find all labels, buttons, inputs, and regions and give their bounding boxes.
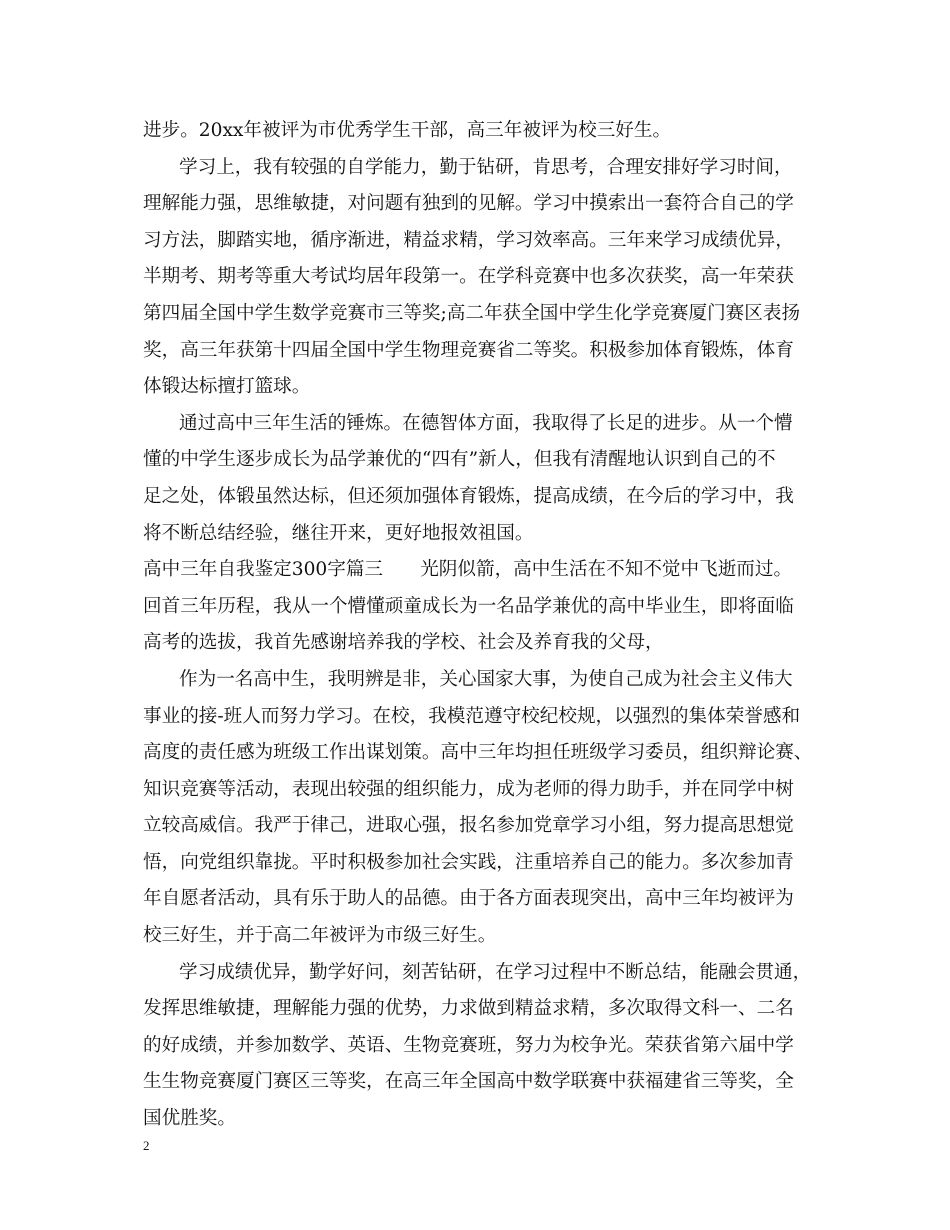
text-line: 悟，向党组织靠拢。平时积极参加社会实践，注重培养自己的能力。多次参加青 <box>143 851 794 873</box>
text-line: 知识竞赛等活动，表现出较强的组织能力，成为老师的得力助手，并在同学中树 <box>143 778 794 800</box>
document-body <box>143 113 815 1138</box>
page-number: 2 <box>143 1138 150 1153</box>
paragraph-start-line: 通过高中三年生活的锤炼。在德智体方面，我取得了长足的进步。从一个懵 <box>179 412 793 434</box>
text-line: 理解能力强，思维敏捷，对问题有独到的见解。学习中摸索出一套符合自己的学 <box>143 193 794 215</box>
text-line: 进步。20xx年被评为市优秀学生干部，高三年被评为校三好生。 <box>143 120 672 141</box>
text-line: 习方法，脚踏实地，循序渐进，精益求精，学习效率高。三年来学习成绩优异， <box>143 229 794 251</box>
text-line: 回首三年历程，我从一个懵懂顽童成长为一名品学兼优的高中毕业生，即将面临 <box>143 595 794 617</box>
section-heading-line: 高中三年自我鉴定300字篇三 光阴似箭，高中生活在不知不觉中飞逝而过。 <box>143 559 793 581</box>
paragraph-start-line: 学习成绩优异，勤学好问，刻苦钻研，在学习过程中不断总结，能融会贯通， <box>179 961 812 983</box>
text-line: 足之处，体锻虽然达标，但还须加强体育锻炼，提高成绩，在今后的学习中，我 <box>143 485 794 507</box>
text-line: 奖，高三年获第十四届全国中学生物理竞赛省二等奖。积极参加体育锻炼，体育 <box>143 339 794 361</box>
text-line: 国优胜奖。 <box>143 1108 236 1130</box>
paragraph-start-line: 学习上，我有较强的自学能力，勤于钻研，肯思考，合理安排好学习时间， <box>179 156 793 178</box>
text-line: 校三好生，并于高二年被评为市级三好生。 <box>143 925 497 947</box>
text-line: 生生物竞赛厦门赛区三等奖，在高三年全国高中数学联赛中获福建省三等奖，全 <box>143 1071 794 1093</box>
text-line: 年自愿者活动，具有乐于助人的品德。由于各方面表现突出，高中三年均被评为 <box>143 888 794 910</box>
text-line: 的好成绩，并参加数学、英语、生物竞赛班，努力为校争光。荣获省第六届中学 <box>143 1034 794 1056</box>
text-line: 懂的中学生逐步成长为品学兼优的“四有”新人，但我有清醒地认识到自己的不 <box>143 449 776 471</box>
text-line: 发挥思维敏捷，理解能力强的优势，力求做到精益求精，多次取得文科一、二名 <box>143 998 794 1020</box>
paragraph-start-line: 作为一名高中生，我明辨是非，关心国家大事，为使自己成为社会主义伟大 <box>179 668 793 690</box>
text-line: 第四届全国中学生数学竞赛市三等奖;高二年获全国中学生化学竞赛厦门赛区表扬 <box>143 302 801 324</box>
text-line: 将不断总结经验，继往开来，更好地报效祖国。 <box>143 522 534 544</box>
text-line: 高度的责任感为班级工作出谋划策。高中三年均担任班级学习委员，组织辩论赛、 <box>143 742 813 764</box>
text-line: 体锻达标擅打篮球。 <box>143 376 311 398</box>
text-line: 立较高威信。我严于律己，进取心强，报名参加党章学习小组，努力提高思想觉 <box>143 815 794 837</box>
text-line: 事业的接-班人而努力学习。在校，我模范遵守校纪校规，以强烈的集体荣誉感和 <box>143 705 801 727</box>
text-line: 高考的选拔，我首先感谢培养我的学校、社会及养育我的父母， <box>143 632 664 654</box>
text-line: 半期考、期考等重大考试均居年段第一。在学科竞赛中也多次获奖，高一年荣获 <box>143 266 794 288</box>
